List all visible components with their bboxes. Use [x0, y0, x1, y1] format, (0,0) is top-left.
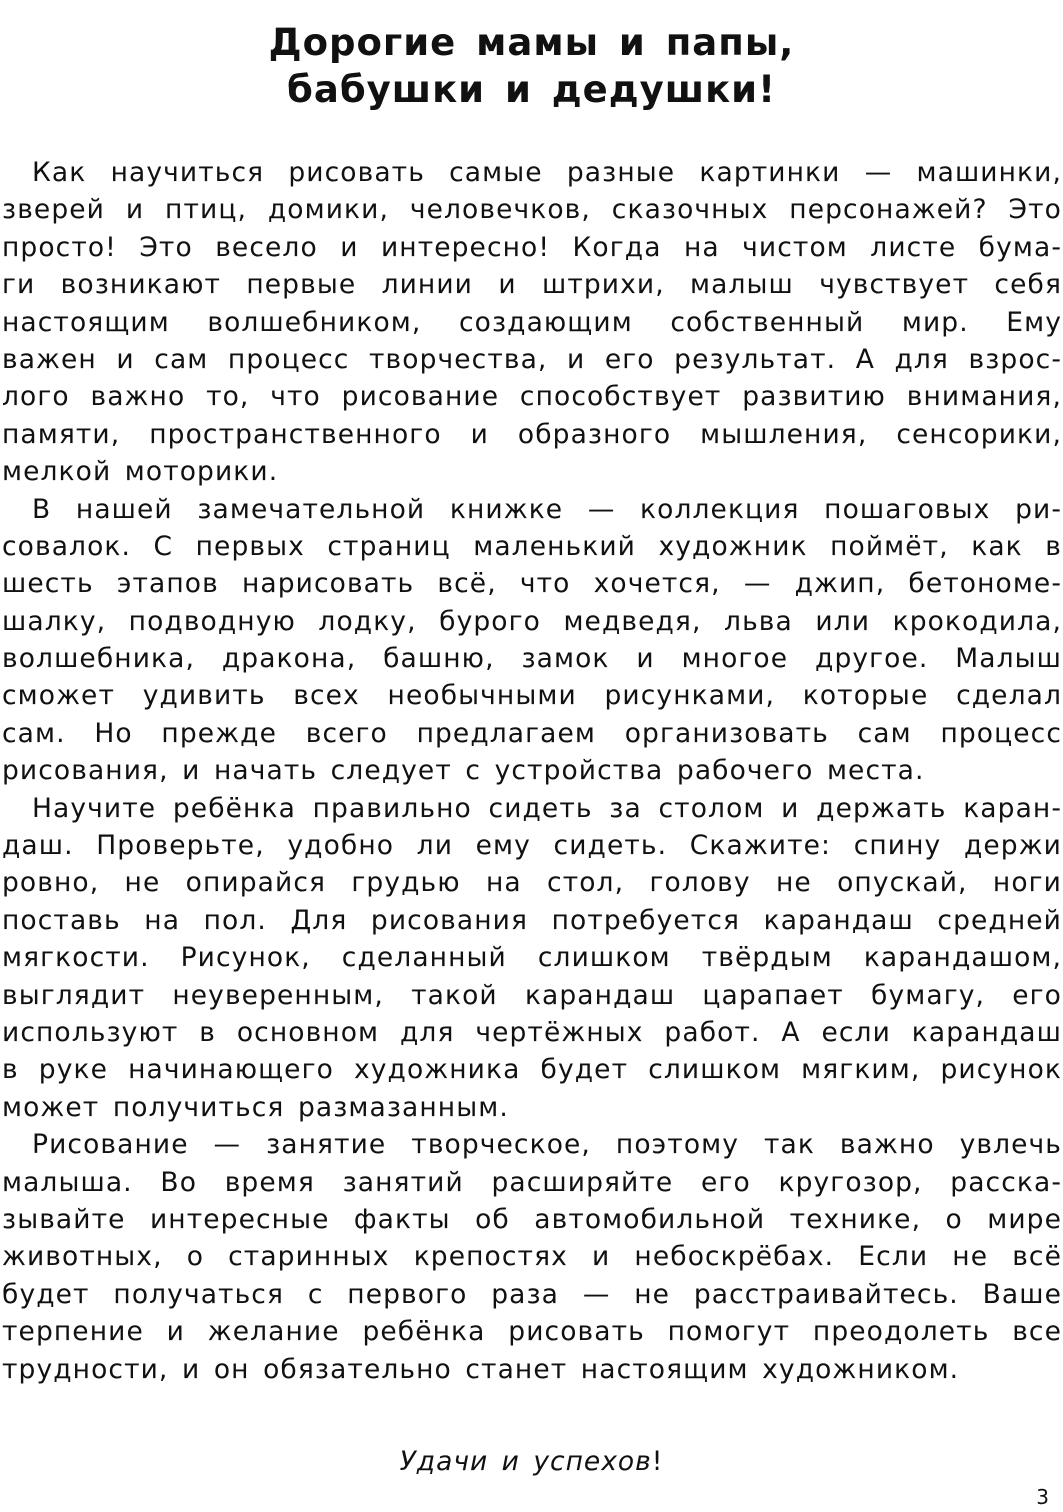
- text-line: терпение и желание ребёнка рисовать помогут преодолеть все: [2, 1316, 1062, 1348]
- heading-line-2: бабушки и дедушки!: [287, 67, 776, 111]
- paragraph-3: [2, 790, 1062, 1127]
- closing-text: Удачи и успехов: [399, 1446, 652, 1477]
- text-line: настоящим волшебником, создающим собственный мир. Ему: [2, 306, 1062, 338]
- text-line: поставь на пол. Для рисования потребуется карандаш средней: [2, 904, 1062, 936]
- text-line: ровно, не опирайся грудью на стол, голову не опускай, ноги: [2, 867, 1062, 899]
- text-line: Как научиться рисовать самые разные картинки — машинки,: [32, 157, 1062, 188]
- text-line: используют в основном для чертёжных работ. А если карандаш: [2, 1016, 1062, 1048]
- heading-line-1: Дорогие мамы и папы,: [268, 20, 795, 64]
- text-line: мягкости. Рисунок, сделанный слишком твёрдым карандашом,: [2, 942, 1062, 974]
- text-line: просто! Это весело и интересно! Когда на чистом листе бума-: [2, 231, 1062, 263]
- page-heading: [0, 19, 1063, 113]
- text-line: Рисование — занятие творческое, поэтому так важно увлечь: [32, 1129, 1062, 1161]
- text-line: лого важно то, что рисование способствует развитию внимания,: [2, 381, 1062, 413]
- text-line: рисования, и начать следует с устройства рабочего места.: [2, 755, 925, 787]
- text-line: ги возникают первые линии и штрихи, малыш чувствует себя: [2, 269, 1062, 301]
- text-line: памяти, пространственного и образного мышления, сенсорики,: [2, 418, 1062, 450]
- text-line: трудности, и он обязательно станет настоящим художником.: [2, 1353, 960, 1385]
- paragraph-4: [2, 1126, 1062, 1388]
- closing-wish: [0, 1443, 1063, 1480]
- text-line: малыша. Во время занятий расширяйте его кругозор, расска-: [2, 1166, 1062, 1198]
- text-line: даш. Проверьте, удобно ли ему сидеть. Скажите: спину держи: [2, 830, 1062, 862]
- text-line: совалок. С первых страниц маленький художник поймёт, как в: [2, 530, 1062, 562]
- text-line: может получиться размазанным.: [2, 1091, 509, 1123]
- text-line: сам. Но прежде всего предлагаем организовать сам процесс: [2, 717, 1062, 749]
- body-text: [2, 154, 1062, 1388]
- text-line: шесть этапов нарисовать всё, что хочется, — джип, бетономе-: [2, 568, 1062, 600]
- text-line: В нашей замечательной книжке — коллекция пошаговых ри-: [32, 493, 1062, 525]
- text-line: выглядит неуверенным, такой карандаш царапает бумагу, его: [2, 979, 1062, 1011]
- text-line: Научите ребёнка правильно сидеть за столом и держать каран-: [32, 792, 1062, 824]
- text-line: шалку, подводную лодку, бурого медведя, льва или крокодила,: [2, 605, 1062, 637]
- page-number: 3: [1036, 1485, 1049, 1509]
- text-line: будет получаться с первого раза — не расстраивайтесь. Ваше: [2, 1278, 1062, 1310]
- closing-exclamation: !: [651, 1446, 664, 1477]
- text-line: сможет удивить всех необычными рисунками, которые сделал: [2, 680, 1062, 712]
- text-line: животных, о старинных крепостях и небоскрёбах. Если не всё: [2, 1241, 1062, 1273]
- text-line: важен и сам процесс творчества, и его результат. А для взрос-: [2, 343, 1062, 375]
- text-line: волшебника, дракона, башню, замок и многое другое. Малыш: [2, 643, 1062, 675]
- text-line: зывайте интересные факты об автомобильной технике, о мире: [2, 1203, 1062, 1235]
- text-line: в руке начинающего художника будет слишком мягким, рисунок: [2, 1054, 1062, 1086]
- paragraph-2: [2, 491, 1062, 790]
- text-line: зверей и птиц, домики, человечков, сказочных персонажей? Это: [2, 194, 1062, 226]
- text-line: мелкой моторики.: [2, 456, 279, 488]
- paragraph-1: [2, 154, 1062, 491]
